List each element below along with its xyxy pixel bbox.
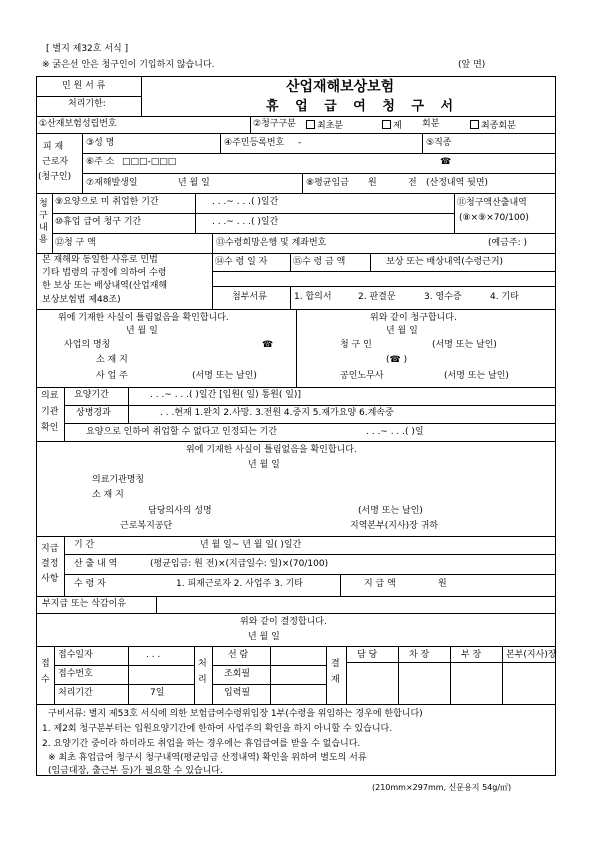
process-side-2: 리 (198, 675, 207, 685)
attachments-label: 첨부서류 (232, 292, 267, 302)
required-documents: 구비서류: 별지 제53호 서식에 의한 보험급여수령위임장 1부(수령을 위임하는 경우에 한합니다) (48, 709, 423, 719)
claim-date: 년 월 일 (386, 326, 418, 336)
unable-work-value: . . .~ . . .( )일 (366, 427, 424, 437)
labor-attorney-sign: (서명 또는 날인) (444, 371, 509, 381)
doctor-name-label: 담당의사의 성명 (148, 506, 212, 516)
unable-period-label: ⑨요양으로 미 취업한 기간 (55, 197, 159, 207)
doctor-sign: (서명 또는 날인) (358, 506, 423, 516)
employer-confirm-date: 년 월 일 (126, 326, 158, 336)
form-title: 산업재해보상보험 (286, 79, 395, 95)
approve-side-1: 결 (331, 659, 340, 669)
page-side: (앞 면) (458, 60, 486, 70)
injury-status-value: . . .현재 1.완치 2.사망. 3.전원 4.중지 5.재가요양 6.계속중 (160, 408, 394, 418)
form-number: [ 별지 제32호 서식 ] (46, 44, 129, 54)
final-decision-date: 년 월 일 (248, 632, 280, 642)
claim-first-option[interactable]: 최초분 (306, 120, 343, 131)
approve-side-2: 재 (331, 675, 340, 685)
accident-date-label: ⑦재해발생일 (86, 178, 138, 188)
approve-col-1: 담 당 (357, 650, 378, 660)
address-label: ⑥주 소 (86, 157, 115, 167)
owner-sign: (서명 또는 날인) (192, 371, 257, 381)
pick-label: 선 람 (228, 650, 249, 660)
approve-col-2: 차 장 (409, 650, 430, 660)
medical-confirm-text: 위에 기재한 사실이 틀림없음을 확인합니다. (186, 445, 357, 455)
processing-deadline-label: 처리기한: (68, 99, 106, 109)
approve-col-3: 부 장 (461, 650, 482, 660)
branch-addressee: 지역본부(지사)장 귀하 (350, 521, 439, 531)
process-period-label: 처리기간 (58, 688, 93, 698)
kcomwel-label: 근로복지공단 (120, 521, 173, 531)
calc-detail-formula: (⑧×⑨×70/100) (459, 213, 529, 223)
medical-org-label: 의료기관명칭 (92, 475, 145, 485)
care-period-label: 요양기간 (74, 390, 109, 400)
decision-side-3: 사항 (41, 574, 59, 584)
process-period-value: 7일 (150, 688, 165, 698)
recipient-value: 1. 피재근로자 2. 사업주 3. 기타 (176, 579, 304, 589)
note-2: 2. 요양기간 중이라 하더라도 취업을 하는 경우에는 휴업급여를 받을 수 없습니다. (42, 739, 361, 749)
unable-work-text: 요양으로 인하여 취업할 수 없다고 인정되는 기간 (86, 427, 278, 437)
receipt-side-2: 수 (41, 675, 50, 685)
claimant-sign: (서명 또는 날인) (432, 340, 497, 350)
note-3: ※ 최초 휴업급여 청구시 청구내역(평균임금 산정내역) 확인을 위하여 별도의 서류 (48, 753, 367, 763)
comp-detail-label: 보상 또는 배상내역(수령근거) (386, 257, 504, 267)
calc-note: (산정내역 뒷면) (426, 178, 489, 188)
business-owner-label: 사 업 주 (96, 371, 128, 381)
final-checkbox[interactable] (470, 120, 479, 129)
review-label: 조회필 (224, 669, 251, 679)
instruction-note: ※ 굵은선 안은 청구인이 기입하지 않습니다. (42, 60, 215, 70)
receipt-date-value: . . . (146, 650, 161, 660)
receipt-amount-label: ⑮수 령 금 액 (293, 257, 346, 267)
pay-amount-label: 지 급 액 (364, 579, 396, 589)
bank-account-label: ⑬수령희망은행 및 계좌번호 (216, 238, 327, 248)
care-period-value: . . .~ . . .( )일간 [입원( 일) 통원( 일)] (150, 390, 301, 400)
note-1: 1. 제2회 청구분부터는 입원요양기간에 한하여 사업주의 확인을 하지 아니할 수 있습니다. (42, 724, 393, 734)
claim-nth-suffix: 회분 (422, 119, 440, 129)
decision-side-2: 결정 (41, 559, 59, 569)
benefit-period-value: . . .~ . . .( )일간 (212, 217, 279, 227)
medical-location-label: 소 재 지 (92, 490, 124, 500)
pay-period-label: 기 간 (74, 540, 95, 550)
comp-text-4: 보상보험법 제48조) (42, 295, 121, 305)
recipient-label: 수 령 자 (74, 579, 106, 589)
account-holder-label: (예금주: ) (488, 238, 527, 248)
pay-period-value: 년 월 일~ 년 월 일( )일간 (200, 540, 302, 550)
receipt-number-label: 접수번호 (58, 669, 93, 679)
medical-side-1: 의료 (41, 391, 59, 401)
decision-side-1: 지급 (41, 544, 59, 554)
form-subtitle: 휴 업 급 여 청 구 서 (266, 99, 460, 114)
policy-number-label: ①산재보험성립번호 (39, 119, 117, 129)
won-unit: 원 (368, 178, 377, 188)
pay-calc-value: (평균임금: 원 전)×(지급일수: 일)×(70/100) (150, 559, 329, 569)
medical-side-2: 기관 (41, 407, 59, 417)
company-location-label: 소 재 지 (96, 355, 128, 365)
claim-nth-option[interactable]: 제 (382, 120, 402, 131)
claimant-label: 청 구 인 (340, 340, 372, 350)
paper-size: (210mm×297mm, 신문용지 54g/㎡) (372, 783, 512, 792)
claimant-side-label-2: 근로자 (42, 157, 69, 167)
claim-type-label: ②청구구분 (253, 119, 296, 129)
comp-text-3: 한 보상 또는 배상내역(산업재해 (42, 281, 168, 291)
claimant-side-label-1: 피 재 (43, 142, 64, 152)
receipt-date-label: 접수일자 (58, 650, 93, 660)
claim-final-option[interactable]: 최종회분 (470, 120, 516, 131)
phone-icon: ☎ (440, 157, 452, 167)
jeon-unit: 전 (408, 178, 417, 188)
company-phone-icon: ☎ (262, 340, 274, 350)
claim-content-side-label: 청구내용 (39, 199, 48, 245)
comp-text-1: 본 재해와 동일한 사유로 민법 (42, 255, 158, 265)
attach-item-4: 4. 기타 (490, 292, 519, 302)
approve-col-4: 본부(지사)장 (506, 650, 557, 660)
attach-item-1: 1. 합의서 (294, 292, 332, 302)
attach-item-3: 3. 영수증 (424, 292, 462, 302)
injury-status-label: 상병경과 (76, 408, 111, 418)
civil-document-label: 민 원 서 류 (62, 81, 106, 91)
claimant-side-label-3: (청구인) (38, 172, 72, 182)
process-side-1: 처 (198, 659, 207, 669)
accident-date-ymd: 년 월 일 (178, 178, 210, 188)
benefit-period-label: ⑩휴업 급여 청구 기간 (55, 217, 142, 227)
first-checkbox[interactable] (306, 120, 315, 129)
receipt-side-1: 접 (41, 659, 50, 669)
claim-statement: 위와 같이 청구합니다. (370, 313, 457, 323)
comp-text-2: 기타 법령의 규정에 의하여 수령 (42, 268, 167, 278)
unable-period-value: . . .~ . . .( )일간 (212, 197, 279, 207)
denial-reason-label: 부지급 또는 삭감이유 (42, 599, 126, 609)
company-name-label: 사업의 명칭 (64, 340, 111, 350)
name-label: ③성 명 (86, 138, 115, 148)
rrn-label: ④주민등록번호 (224, 138, 285, 148)
input-label: 입력필 (224, 688, 251, 698)
calc-detail-title: ⑪청구액산출내역 (457, 198, 527, 208)
postal-code: □□□-□□□ (122, 157, 177, 167)
claim-amount-label: ⑫청 구 액 (55, 238, 96, 248)
final-decision-text: 위와 같이 결정합니다. (240, 617, 327, 627)
nth-checkbox[interactable] (382, 120, 391, 129)
pay-amount-unit: 원 (438, 579, 447, 589)
job-label: ⑤직종 (426, 138, 452, 148)
pay-calc-label: 산 출 내 역 (74, 559, 118, 569)
labor-attorney-label: 공인노무사 (340, 371, 384, 381)
receipt-date-label: ⑭수 령 일 자 (215, 257, 268, 267)
attach-item-2: 2. 판결문 (358, 292, 396, 302)
avg-wage-label: ⑧평균임금 (306, 178, 349, 188)
rrn-dash: - (298, 138, 302, 148)
claimant-phone: (☎ ) (386, 355, 408, 365)
medical-confirm-date: 년 월 일 (248, 460, 280, 470)
medical-side-3: 확인 (41, 423, 59, 433)
note-4: (임금대장, 출근부 등)가 필요할 수 있습니다. (48, 766, 223, 776)
employer-confirm-text: 위에 기재한 사실이 틀림없음을 확인합니다. (58, 313, 229, 323)
